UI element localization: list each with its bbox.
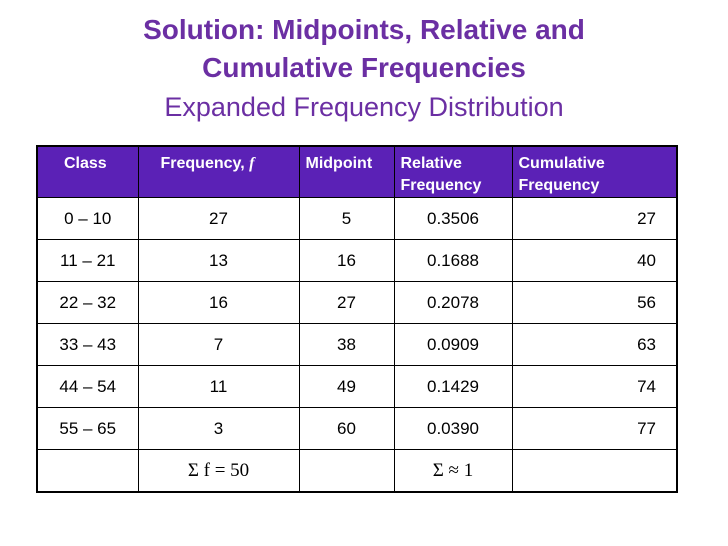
cell-cumulative-frequency: 74 [512, 366, 677, 408]
cell-frequency: 11 [138, 366, 299, 408]
slide-title-line-1: Solution: Midpoints, Relative and [143, 14, 585, 45]
cell-midpoint: 27 [299, 282, 394, 324]
header-cumulative-frequency: Cumulative Frequency [512, 146, 677, 198]
cell-midpoint: 38 [299, 324, 394, 366]
table-body [37, 198, 677, 493]
header-relative-frequency: Relative Frequency [394, 146, 512, 198]
table-row [37, 366, 677, 408]
cell-class: 11 – 21 [37, 240, 138, 282]
header-class: Class [37, 146, 138, 198]
total-class [37, 450, 138, 493]
cell-relative-frequency: 0.1688 [394, 240, 512, 282]
cell-class: 22 – 32 [37, 282, 138, 324]
cell-relative-frequency: 0.3506 [394, 198, 512, 240]
cell-class: 44 – 54 [37, 366, 138, 408]
cell-class: 0 – 10 [37, 198, 138, 240]
table-row [37, 198, 677, 240]
cell-frequency: 13 [138, 240, 299, 282]
header-frequency-symbol: f [249, 155, 255, 172]
cell-midpoint: 49 [299, 366, 394, 408]
cell-class: 55 – 65 [37, 408, 138, 450]
cell-class: 33 – 43 [37, 324, 138, 366]
cell-relative-frequency: 0.1429 [394, 366, 512, 408]
cell-cumulative-frequency: 63 [512, 324, 677, 366]
header-midpoint: Midpoint [299, 146, 394, 198]
cell-cumulative-frequency: 27 [512, 198, 677, 240]
table-row [37, 282, 677, 324]
cell-midpoint: 5 [299, 198, 394, 240]
cell-relative-frequency: 0.0909 [394, 324, 512, 366]
table-header-row [37, 146, 677, 198]
cell-frequency: 27 [138, 198, 299, 240]
table-row [37, 240, 677, 282]
cell-midpoint: 60 [299, 408, 394, 450]
total-frequency: Σ f = 50 [138, 450, 299, 493]
cell-frequency: 16 [138, 282, 299, 324]
slide-title-line-2: Cumulative Frequencies [202, 52, 526, 83]
slide-subtitle: Expanded Frequency Distribution [164, 92, 564, 122]
cell-frequency: 3 [138, 408, 299, 450]
cell-relative-frequency: 0.2078 [394, 282, 512, 324]
cell-cumulative-frequency: 77 [512, 408, 677, 450]
cell-relative-frequency: 0.0390 [394, 408, 512, 450]
total-midpoint [299, 450, 394, 493]
cell-cumulative-frequency: 56 [512, 282, 677, 324]
table-totals-row [37, 450, 677, 493]
cell-frequency: 7 [138, 324, 299, 366]
cell-midpoint: 16 [299, 240, 394, 282]
header-frequency-label: Frequency, [160, 155, 250, 172]
total-relative-frequency: Σ ≈ 1 [394, 450, 512, 493]
table-row [37, 324, 677, 366]
table-row [37, 408, 677, 450]
header-frequency [138, 146, 299, 198]
total-cumulative-frequency [512, 450, 677, 493]
cell-cumulative-frequency: 40 [512, 240, 677, 282]
frequency-table [36, 145, 678, 493]
